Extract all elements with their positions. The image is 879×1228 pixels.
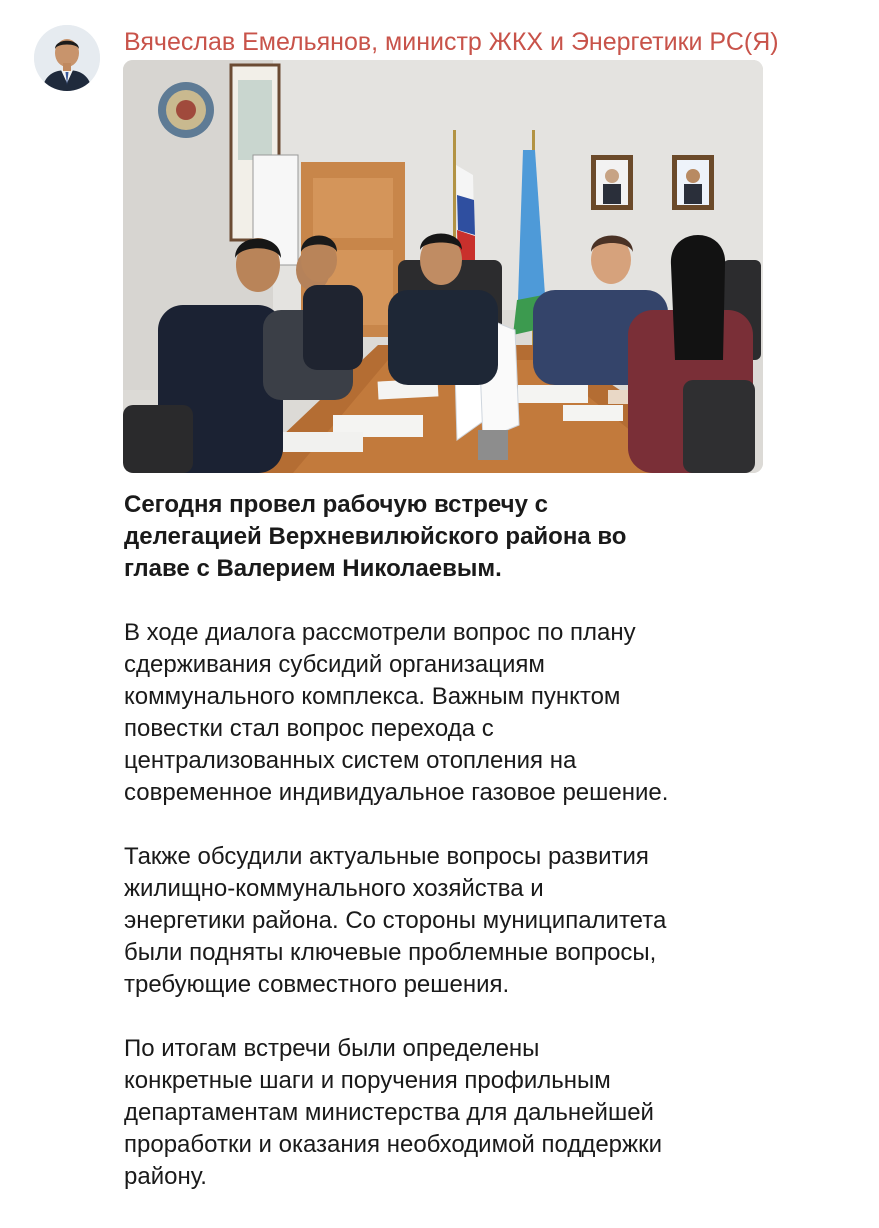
meeting-room-photo [123,60,763,473]
post-photo[interactable] [123,60,763,473]
author-avatar[interactable] [34,25,100,91]
author-name-link[interactable]: Вячеслав Емельянов, министр ЖКХ и Энергетики РС(Я) [124,28,779,56]
post-paragraph: Также обсудили актуальные вопросы развития жилищно-коммунального хозяйства и энергетики района. Со стороны муниципалитета были подняты ключевые проблемные вопросы, требующие совместного решения. [124,843,667,998]
post-paragraph: По итогам встречи были определены конкретные шаги и поручения профильным департаментам министерства для дальнейшей проработки и оказания необходимой поддержки району. [124,1035,662,1190]
post-text [124,489,774,1225]
post-paragraph: В ходе диалога рассмотрели вопрос по плану сдерживания субсидий организациям коммунального комплекса. Важным пунктом повестки стал вопрос перехода с централизованных систем отопления на современное индивидуальное газовое решение. [124,619,669,806]
person-portrait-icon [34,25,100,91]
post-paragraph-lead: Сегодня провел рабочую встречу с делегацией Верхневилюйского района во главе с Валерием Николаевым. [124,491,627,582]
